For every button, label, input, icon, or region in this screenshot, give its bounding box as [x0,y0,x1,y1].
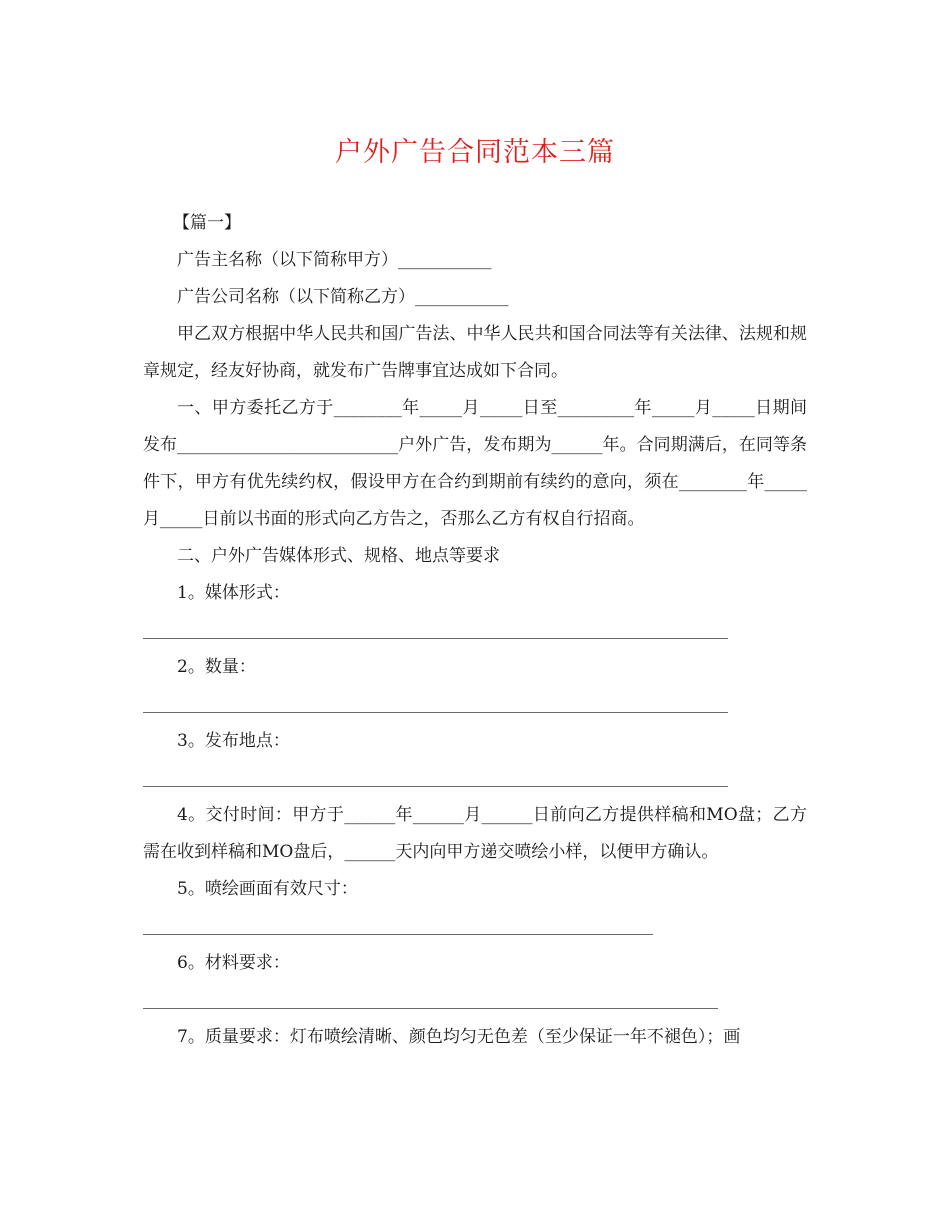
item-2-fill-line [143,686,807,723]
item-4-delivery-time: 4。交付时间：甲方于______年______月______日前向乙方提供样稿和MO盘；乙方需在收到样稿和MO盘后，______天内向甲方递交喷绘小样，以便甲方确认。 [143,805,807,862]
item-1-fill-line [143,612,807,649]
item-6-material: 6。材料要求： [177,953,290,973]
clause-2-heading: 二、户外广告媒体形式、规格、地点等要求 [177,546,500,566]
advertiser-name-line: 广告主名称（以下简称甲方）___________ [177,250,492,270]
item-7-quality: 7。质量要求：灯布喷绘清晰、颜色均匀无色差（至少保证一年不褪色）；画 [177,1027,741,1047]
blank-underline [143,786,728,787]
blank-underline [143,712,728,713]
blank-underline [143,934,653,935]
document-body [143,205,807,1056]
item-5-fill-line [143,908,807,945]
item-3-location: 3。发布地点： [177,731,290,751]
section-heading: 【篇一】 [173,213,241,233]
document-title: 户外广告合同范本三篇 [335,137,615,168]
agency-name-line: 广告公司名称（以下简称乙方）___________ [177,287,509,307]
item-2-quantity: 2。数量： [177,657,256,677]
blank-underline [143,638,728,639]
preamble-paragraph: 甲乙双方根据中华人民共和国广告法、中华人民共和国合同法等有关法律、法规和规章规定，经友好协商，就发布广告牌事宜达成如下合同。 [143,324,807,381]
item-1-media-form: 1。媒体形式： [177,583,290,603]
clause-1-paragraph: 一、甲方委托乙方于________年_____月_____日至_________年_____月_____日期间发布__________________________户外广告，发布期为______年。合同期满后，在同等条件下，甲方有优先续约权，假设甲方在合约到期前有续约的意向，须在________年_____月_____日前以书面的形式向乙方告之，否那么乙方有权自行招商。 [143,398,807,529]
item-5-print-size: 5。喷绘画面有效尺寸： [177,879,358,899]
item-3-fill-line [143,760,807,797]
blank-underline [143,1008,718,1009]
item-6-fill-line [143,982,807,1019]
